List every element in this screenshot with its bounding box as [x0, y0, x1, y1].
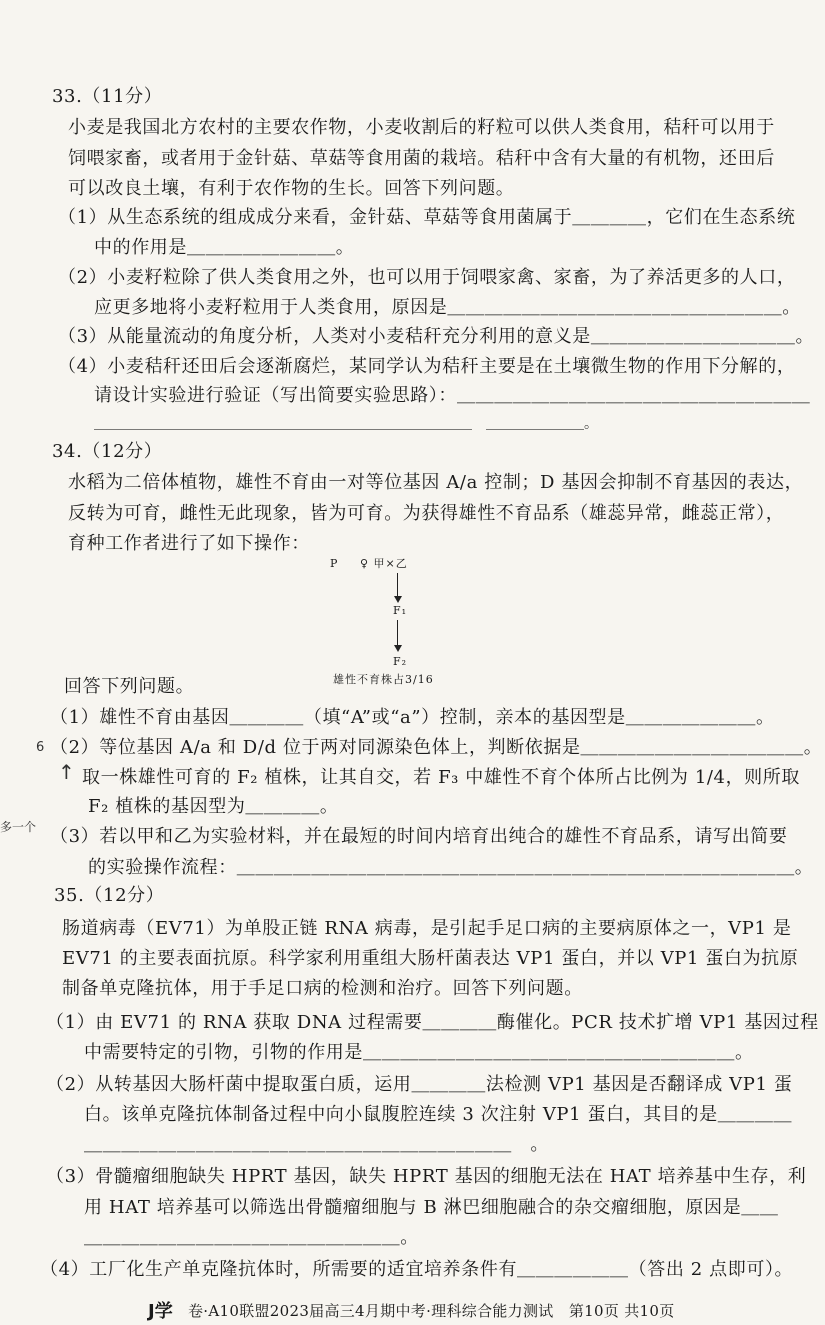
exam-logo: J学	[148, 1301, 173, 1322]
q35-intro-line-1: 肠道病毒（EV71）为单股正链 RNA 病毒，是引起手足口病的主要病原体之一，VP1 是	[62, 918, 792, 939]
q34-intro-line-2: 反转为可育，雌性无此现象，皆为可育。为获得雄性不育品系（雄蕊异常，雌蕊正常），	[68, 503, 785, 524]
q35-header: 35.（12分）	[54, 885, 165, 906]
q34-part3-line-2: 的实验操作流程：＿＿＿＿＿＿＿＿＿＿＿＿＿＿＿＿＿＿＿＿＿＿＿＿＿＿＿＿＿＿。	[88, 857, 814, 878]
q34-part2-line-3: F₂ 植株的基因型为＿＿＿＿。	[88, 796, 339, 817]
q35-part4: （4）工厂化生产单克隆抗体时，所需要的适宜培养条件有＿＿＿＿＿＿（答出 2 点即可）。	[40, 1259, 794, 1280]
q33-intro-line-1: 小麦是我国北方农村的主要农作物，小麦收割后的籽粒可以供人类食用，秸秆可以用于	[68, 117, 775, 138]
q35-part2-line-2: 白。该单克隆抗体制备过程中向小鼠腹腔连续 3 次注射 VP1 蛋白，其目的是＿＿＿＿	[84, 1104, 793, 1125]
q33-intro-line-2: 饲喂家畜，或者用于金针菇、草菇等食用菌的栽培。秸秆中含有大量的有机物，还田后	[68, 148, 775, 169]
arrow-down-icon	[394, 596, 402, 603]
q35-intro-line-3: 制备单克隆抗体，用于手足口病的检测和治疗。回答下列问题。	[62, 978, 583, 999]
q33-part1-line-2: 中的作用是＿＿＿＿＿＿＿＿。	[94, 237, 355, 258]
diagram-result: 雄性不育株占3/16	[333, 673, 434, 686]
q35-part1-line-2: 中需要特定的引物，引物的作用是＿＿＿＿＿＿＿＿＿＿＿＿＿＿＿＿＿＿＿＿。	[84, 1042, 754, 1063]
q35-part2-line-1: （2）从转基因大肠杆菌中提取蛋白质，运用＿＿＿＿法检测 VP1 基因是否翻译成 VP1 蛋	[46, 1074, 793, 1095]
q35-part2-line-3: ＿＿＿＿＿＿＿＿＿＿＿＿＿＿＿＿＿＿＿＿＿＿＿ 。	[84, 1134, 549, 1155]
q34-answer-prompt: 回答下列问题。	[64, 676, 195, 697]
q33-part1-line-1: （1）从生态系统的组成成分来看，金针菇、草菇等食用菌属于＿＿＿＿，它们在生态系统	[58, 207, 796, 228]
q34-part2-line-1: （2）等位基因 A/a 和 D/d 位于两对同源染色体上，判断依据是＿＿＿＿＿＿＿＿＿＿＿＿。	[50, 737, 823, 758]
q33-intro-line-3: 可以改良土壤，有利于农作物的生长。回答下列问题。	[68, 178, 515, 199]
q34-intro-line-3: 育种工作者进行了如下操作：	[68, 533, 310, 554]
diagram-cross: ♀ 甲×乙	[360, 557, 408, 570]
page-footer: 卷·A10联盟2023届高三4月期中考·理科综合能力测试 第10页 共10页	[188, 1302, 675, 1320]
q33-part4-line-3: ＿＿＿＿＿＿＿＿＿＿＿＿＿＿＿＿＿＿＿＿＿＿＿＿＿＿＿ ＿＿＿＿＿＿＿。	[94, 416, 598, 432]
q34-header: 34.（12分）	[52, 441, 163, 462]
q34-intro-line-1: 水稻为二倍体植物，雄性不育由一对等位基因 A/a 控制；D 基因会抑制不育基因的表达，	[68, 472, 804, 493]
q35-intro-line-2: EV71 的主要表面抗原。科学家利用重组大肠杆菌表达 VP1 蛋白，并以 VP1 蛋白为抗原	[62, 948, 799, 969]
q34-part3-line-1: （3）若以甲和乙为实验材料，并在最短的时间内培育出纯合的雄性不育品系，请写出简要	[50, 826, 788, 847]
q33-part3: （3）从能量流动的角度分析，人类对小麦秸秆充分利用的意义是＿＿＿＿＿＿＿＿＿＿＿。	[58, 326, 815, 347]
arrow-line-2	[397, 620, 398, 648]
q33-header: 33.（11分）	[52, 86, 163, 107]
q33-part2-line-2: 应更多地将小麦籽粒用于人类食用，原因是＿＿＿＿＿＿＿＿＿＿＿＿＿＿＿＿＿＿。	[94, 297, 801, 318]
diagram-f2: F₂	[393, 655, 408, 668]
q35-part3-line-1: （3）骨髓瘤细胞缺失 HPRT 基因，缺失 HPRT 基因的细胞无法在 HAT 培养基中生存，利	[46, 1166, 807, 1187]
q35-part1-line-1: （1）由 EV71 的 RNA 获取 DNA 过程需要＿＿＿＿酶催化。PCR 技术扩增 VP1 基因过程	[46, 1012, 819, 1033]
handwritten-arrow-icon: ↑	[58, 760, 75, 784]
q33-part4-line-1: （4）小麦秸秆还田后会逐渐腐烂，某同学认为秸秆主要是在土壤微生物的作用下分解的，	[58, 356, 796, 377]
handwritten-note: 多一个	[0, 820, 37, 834]
handwritten-mark: 6	[36, 740, 45, 755]
q35-part3-line-2: 用 HAT 培养基可以筛选出骨髓瘤细胞与 B 淋巴细胞融合的杂交瘤细胞，原因是＿＿	[84, 1197, 779, 1218]
q34-part1: （1）雄性不育由基因＿＿＿＿（填“A”或“a”）控制，亲本的基因型是＿＿＿＿＿＿＿。	[50, 707, 775, 728]
diagram-p-label: P	[330, 557, 339, 570]
q33-part4-line-2: 请设计实验进行验证（写出简要实验思路）：＿＿＿＿＿＿＿＿＿＿＿＿＿＿＿＿＿＿＿	[94, 385, 811, 406]
arrow-down-icon	[394, 645, 402, 652]
q35-part3-line-3: ＿＿＿＿＿＿＿＿＿＿＿＿＿＿＿＿＿。	[84, 1227, 419, 1248]
diagram-f1: F₁	[393, 604, 408, 617]
q33-part2-line-1: （2）小麦籽粒除了供人类食用之外，也可以用于饲喂家禽、家畜，为了养活更多的人口，	[58, 267, 796, 288]
q34-part2-line-2: 取一株雄性可育的 F₂ 植株，让其自交，若 F₃ 中雄性不育个体所占比例为 1/4，则所取	[82, 767, 800, 788]
